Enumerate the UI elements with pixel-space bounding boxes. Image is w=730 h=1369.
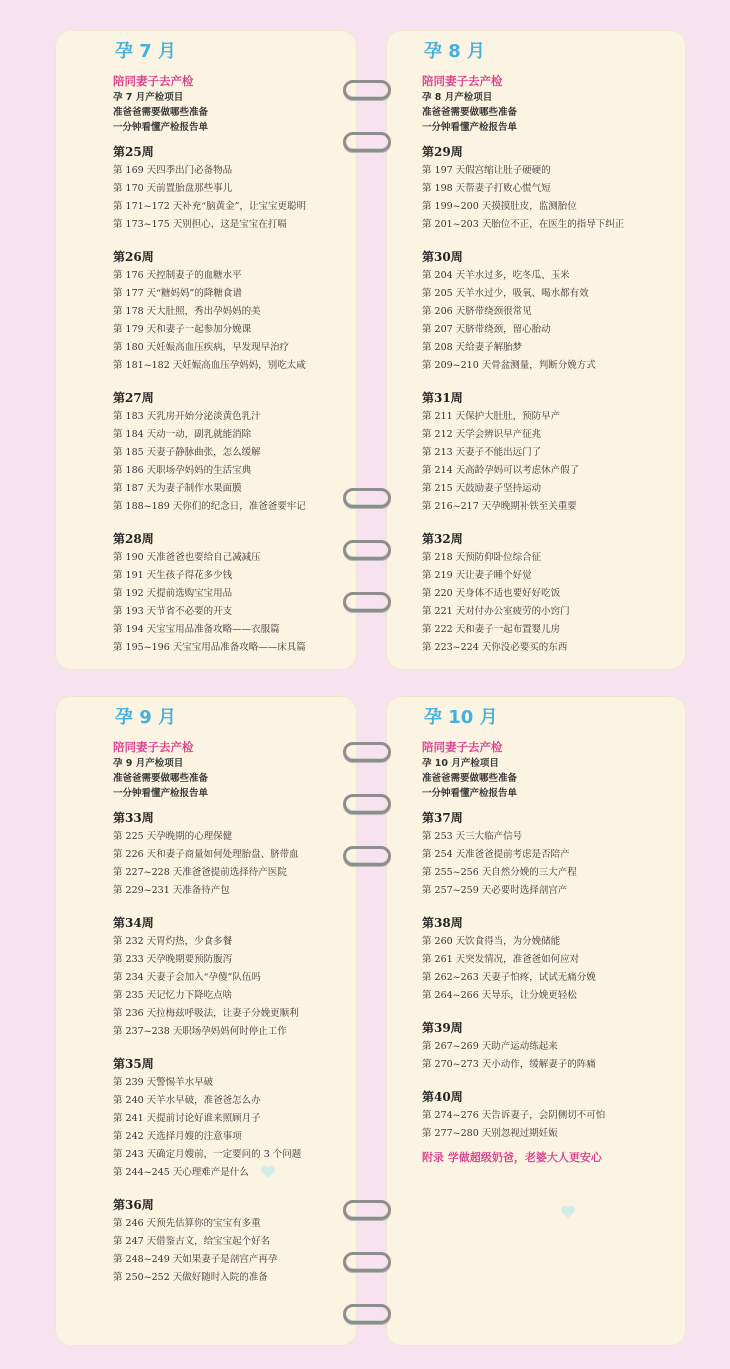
binder-ring-icon [343, 1200, 391, 1220]
day-item: 第 255~256 天自然分娩的三大产程 [422, 867, 577, 878]
day-item: 第 240 天羊水早破，准爸爸怎么办 [113, 1095, 261, 1106]
day-item: 第 232 天胃灼热，少食多餐 [113, 936, 233, 947]
day-item: 第 192 天提前选购宝宝用品 [113, 588, 233, 599]
day-item: 第 226 天和妻子商量如何处理胎盘、脐带血 [113, 849, 299, 860]
week-section [113, 530, 351, 657]
checkup-list [422, 756, 680, 801]
day-item: 第 184 天动一动，副乳就能消除 [113, 429, 252, 440]
binder-ring-icon [343, 1252, 391, 1272]
binder-ring-icon [343, 132, 391, 152]
checkup-item: 一分钟看懂产检报告单 [113, 788, 209, 799]
checkup-item: 一分钟看懂产检报告单 [113, 122, 209, 133]
week-title: 第33周 [113, 811, 154, 825]
checkup-list [113, 90, 351, 135]
heart-icon [560, 1205, 576, 1219]
week-section [113, 143, 351, 234]
day-item: 第 171~172 天补充“脑黄金”，让宝宝更聪明 [113, 201, 306, 212]
day-item: 第 190 天准爸爸也要给自己减减压 [113, 552, 261, 563]
day-item: 第 186 天职场孕妈妈的生活宝典 [113, 465, 252, 476]
checkup-item: 准爸爸需要做哪些准备 [113, 773, 209, 784]
week-section [422, 248, 680, 375]
day-item: 第 213 天妻子不能出远门了 [422, 447, 542, 458]
heart-icon [260, 1165, 276, 1179]
day-item: 第 243 天确定月嫂前，一定要问的 3 个问题 [113, 1149, 302, 1160]
binder-ring-icon [343, 540, 391, 560]
week-title: 第34周 [113, 916, 154, 930]
day-item: 第 270~273 天小动作，缓解妻子的阵痛 [422, 1059, 596, 1070]
day-item: 第 195~196 天宝宝用品准备攻略——床具篇 [113, 642, 306, 653]
day-item: 第 242 天选择月嫂的注意事项 [113, 1131, 242, 1142]
day-item: 第 205 天羊水过少，吸氧、喝水都有效 [422, 288, 589, 299]
day-item: 第 260 天饮食得当，为分娩储能 [422, 936, 561, 947]
day-item: 第 233 天孕晚期要预防腹泻 [113, 954, 233, 965]
day-item: 第 173~175 天别担心，这是宝宝在打嗝 [113, 219, 287, 230]
checkup-heading: 陪同妻子去产检 [113, 74, 194, 88]
checkup-item: 一分钟看懂产检报告单 [422, 122, 518, 133]
week-section [113, 809, 351, 900]
week-section [422, 914, 680, 1005]
week-section [113, 1196, 351, 1287]
week-title: 第39周 [422, 1021, 463, 1035]
week-title: 第26周 [113, 250, 154, 264]
week-section [422, 809, 680, 900]
day-item: 第 187 天为妻子制作水果面膜 [113, 483, 242, 494]
day-item: 第 169 天四季出门必备物品 [113, 165, 233, 176]
day-item: 第 244~245 天心理难产是什么 [113, 1167, 249, 1178]
checkup-item: 孕 10 月产检项目 [422, 758, 499, 769]
week-title: 第37周 [422, 811, 463, 825]
day-item: 第 277~280 天别忽视过期妊娠 [422, 1128, 558, 1139]
week-section [422, 143, 680, 234]
day-item: 第 274~276 天告诉妻子，会阴侧切不可怕 [422, 1110, 606, 1121]
day-item: 第 222 天和妻子一起布置婴儿房 [422, 624, 561, 635]
binder-ring-icon [343, 742, 391, 762]
day-item: 第 227~228 天准爸爸提前选择待产医院 [113, 867, 287, 878]
day-item: 第 193 天节省不必要的开支 [113, 606, 233, 617]
day-item: 第 179 天和妻子一起参加分娩课 [113, 324, 252, 335]
binder-ring-icon [343, 488, 391, 508]
day-item: 第 225 天孕晚期的心理保健 [113, 831, 233, 842]
week-title: 第36周 [113, 1198, 154, 1212]
checkup-heading: 陪同妻子去产检 [422, 740, 503, 754]
day-item: 第 221 天对付办公室疲劳的小窍门 [422, 606, 570, 617]
week-title: 第32周 [422, 532, 463, 546]
week-section [422, 530, 680, 657]
day-item: 第 176 天控制妻子的血糖水平 [113, 270, 242, 281]
day-item: 第 170 天前置胎盘那些事儿 [113, 183, 233, 194]
day-item: 第 241 天提前讨论好谁来照顾月子 [113, 1113, 261, 1124]
day-item: 第 197 天假宫缩让肚子硬硬的 [422, 165, 551, 176]
day-item: 第 204 天羊水过多，吃冬瓜、玉米 [422, 270, 570, 281]
day-item: 第 208 天给妻子解胎梦 [422, 342, 523, 353]
day-item: 第 247 天借鉴古文，给宝宝起个好名 [113, 1236, 271, 1247]
day-item: 第 264~266 天导乐，让分娩更轻松 [422, 990, 577, 1001]
day-item: 第 239 天警惕羊水早破 [113, 1077, 214, 1088]
week-title: 第30周 [422, 250, 463, 264]
day-item: 第 216~217 天孕晚期补铁至关重要 [422, 501, 577, 512]
day-item: 第 206 天脐带绕颈很常见 [422, 306, 532, 317]
day-item: 第 177 天“糖妈妈”的降糖食谱 [113, 288, 242, 299]
week-section [113, 914, 351, 1041]
checkup-heading: 陪同妻子去产检 [422, 74, 503, 88]
day-item: 第 185 天妻子静脉曲张，怎么缓解 [113, 447, 261, 458]
day-item: 第 261 天突发情况，准爸爸如何应对 [422, 954, 580, 965]
day-item: 第 236 天拉梅兹呼吸法，让妻子分娩更顺利 [113, 1008, 299, 1019]
week-title: 第35周 [113, 1057, 154, 1071]
page-month-7 [55, 30, 357, 670]
checkup-item: 一分钟看懂产检报告单 [422, 788, 518, 799]
week-section [422, 1019, 680, 1074]
day-item: 第 201~203 天胎位不正，在医生的指导下纠正 [422, 219, 625, 230]
day-item: 第 254 天准爸爸提前考虑是否陪产 [422, 849, 570, 860]
checkup-item: 准爸爸需要做哪些准备 [422, 773, 518, 784]
week-title: 第27周 [113, 391, 154, 405]
binder-ring-icon [343, 846, 391, 866]
day-item: 第 262~263 天妻子怕疼，试试无痛分娩 [422, 972, 596, 983]
week-section [422, 1088, 680, 1143]
day-item: 第 234 天妻子会加入“孕傻”队伍吗 [113, 972, 261, 983]
day-item: 第 257~259 天必要时选择剖宫产 [422, 885, 568, 896]
week-section [113, 248, 351, 375]
checkup-heading: 陪同妻子去产检 [113, 740, 194, 754]
week-title: 第29周 [422, 145, 463, 159]
day-item: 第 248~249 天如果妻子是剖宫产再孕 [113, 1254, 278, 1265]
day-item: 第 237~238 天职场孕妈妈何时停止工作 [113, 1026, 287, 1037]
week-title: 第28周 [113, 532, 154, 546]
page-month-8 [386, 30, 686, 670]
checkup-item: 准爸爸需要做哪些准备 [113, 107, 209, 118]
day-item: 第 207 天脐带绕颈，留心胎动 [422, 324, 551, 335]
day-item: 第 212 天学会辨识早产征兆 [422, 429, 542, 440]
appendix-heading: 附录 学做超级奶爸，老婆大人更安心 [422, 1151, 602, 1164]
day-item: 第 188~189 天你们的纪念日，准爸爸要牢记 [113, 501, 306, 512]
day-item: 第 209~210 天骨盆测量，判断分娩方式 [422, 360, 596, 371]
day-item: 第 194 天宝宝用品准备攻略——衣服篇 [113, 624, 280, 635]
day-item: 第 229~231 天准备待产包 [113, 885, 230, 896]
day-item: 第 235 天记忆力下降吃点啥 [113, 990, 233, 1001]
day-item: 第 219 天让妻子睡个好觉 [422, 570, 532, 581]
page-month-10 [386, 696, 686, 1346]
month-title: 孕 8 月 [424, 41, 486, 62]
day-item: 第 223~224 天你没必要买的东西 [422, 642, 568, 653]
checkup-list [422, 90, 680, 135]
day-item: 第 183 天乳房开始分泌淡黄色乳汁 [113, 411, 261, 422]
week-section [113, 389, 351, 516]
day-item: 第 218 天预防仰卧位综合征 [422, 552, 542, 563]
week-title: 第25周 [113, 145, 154, 159]
week-title: 第40周 [422, 1090, 463, 1104]
binder-ring-icon [343, 794, 391, 814]
checkup-item: 准爸爸需要做哪些准备 [422, 107, 518, 118]
day-item: 第 198 天帮妻子打败心慌气短 [422, 183, 551, 194]
week-title: 第31周 [422, 391, 463, 405]
checkup-item: 孕 7 月产检项目 [113, 92, 184, 103]
binder-ring-icon [343, 592, 391, 612]
day-item: 第 253 天三大临产信号 [422, 831, 523, 842]
day-item: 第 211 天保护大肚肚，预防早产 [422, 411, 561, 422]
day-item: 第 250~252 天做好随时入院的准备 [113, 1272, 268, 1283]
day-item: 第 191 天生孩子得花多少钱 [113, 570, 233, 581]
day-item: 第 178 天大肚照，秀出孕妈妈的美 [113, 306, 261, 317]
binder-ring-icon [343, 1304, 391, 1324]
day-item: 第 220 天身体不适也要好好吃饭 [422, 588, 561, 599]
week-section [113, 1055, 351, 1182]
month-title: 孕 10 月 [424, 707, 498, 728]
page-month-9 [55, 696, 357, 1346]
day-item: 第 199~200 天摸摸肚皮，监测胎位 [422, 201, 577, 212]
day-item: 第 215 天鼓励妻子坚持运动 [422, 483, 542, 494]
day-item: 第 246 天预先估算你的宝宝有多重 [113, 1218, 261, 1229]
day-item: 第 267~269 天助产运动练起来 [422, 1041, 558, 1052]
month-title: 孕 9 月 [115, 707, 177, 728]
day-item: 第 181~182 天妊娠高血压孕妈妈，别吃太咸 [113, 360, 306, 371]
checkup-list [113, 756, 351, 801]
checkup-item: 孕 8 月产检项目 [422, 92, 493, 103]
day-item: 第 180 天妊娠高血压疾病，早发现早治疗 [113, 342, 290, 353]
checkup-item: 孕 9 月产检项目 [113, 758, 184, 769]
binder-ring-icon [343, 80, 391, 100]
week-title: 第38周 [422, 916, 463, 930]
month-title: 孕 7 月 [115, 41, 177, 62]
day-item: 第 214 天高龄孕妈可以考虑休产假了 [422, 465, 580, 476]
week-section [422, 389, 680, 516]
